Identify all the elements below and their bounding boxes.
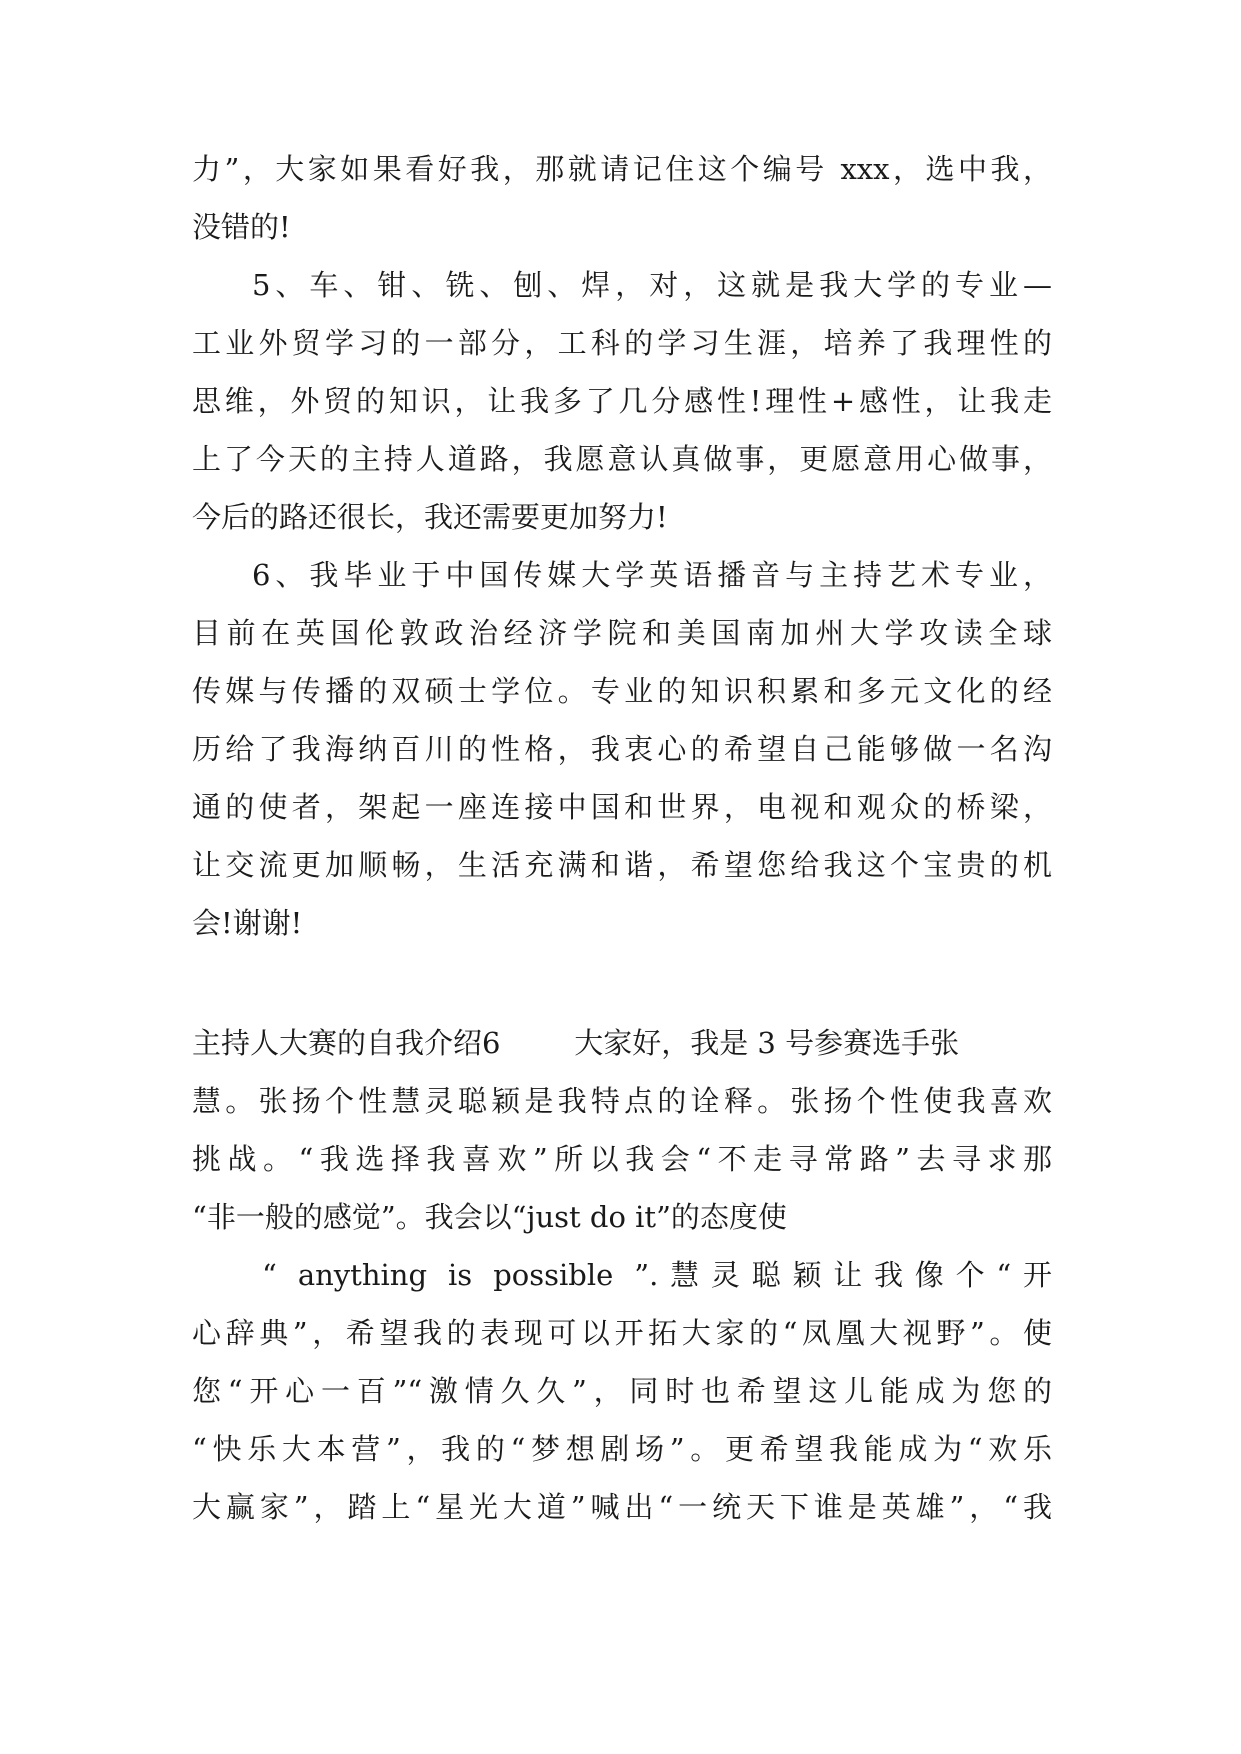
text-line: “快乐大本营”，我的“梦想剧场”。更希望我能成为“欢乐 [192, 1432, 1052, 1466]
text-line: 今后的路还很长，我还需要更加努力! [192, 500, 668, 534]
text-line: 上了今天的主持人道路，我愿意认真做事，更愿意用心做事， [192, 442, 1052, 476]
text-line: 思维，外贸的知识，让我多了几分感性!理性+感性，让我走 [192, 384, 1052, 418]
text-line: 传媒与传播的双硕士学位。专业的知识积累和多元文化的经 [192, 674, 1052, 708]
text-line: 力”，大家如果看好我，那就请记住这个编号 xxx，选中我， [192, 152, 1052, 186]
text-line: “非一般的感觉”。我会以“just do it”的态度使 [192, 1200, 787, 1234]
text-line: 通的使者，架起一座连接中国和世界，电视和观众的桥梁， [192, 790, 1052, 824]
text-line: 心辞典”，希望我的表现可以开拓大家的“凤凰大视野”。使 [192, 1316, 1052, 1350]
text-line: “ anything is possible ”.慧灵聪颖让我像个“开 [262, 1258, 1052, 1292]
text-line: 没错的! [192, 210, 291, 244]
text-line: 让交流更加顺畅，生活充满和谐，希望您给我这个宝贵的机 [192, 848, 1052, 882]
text-line: 6、我毕业于中国传媒大学英语播音与主持艺术专业， [252, 558, 1052, 592]
text-line: 工业外贸学习的一部分，工科的学习生涯，培养了我理性的 [192, 326, 1052, 360]
text-line: 大赢家”，踏上“星光大道”喊出“一统天下谁是英雄”，“我 [192, 1490, 1052, 1524]
text-line: 目前在英国伦敦政治经济学院和美国南加州大学攻读全球 [192, 616, 1052, 650]
text-line: 会!谢谢! [192, 906, 303, 940]
text-line: 历给了我海纳百川的性格，我衷心的希望自己能够做一名沟 [192, 732, 1052, 766]
text-line: 挑战。“我选择我喜欢”所以我会“不走寻常路”去寻求那 [192, 1142, 1052, 1176]
text-line: 您“开心一百”“激情久久”，同时也希望这儿能成为您的 [192, 1374, 1052, 1408]
text-line: 5、车、钳、铣、刨、焊，对，这就是我大学的专业— [252, 268, 1052, 302]
section-heading-line: 主持人大赛的自我介绍6 大家好，我是 3 号参赛选手张 [192, 1026, 960, 1060]
text-line: 慧。张扬个性慧灵聪颖是我特点的诠释。张扬个性使我喜欢 [192, 1084, 1052, 1118]
